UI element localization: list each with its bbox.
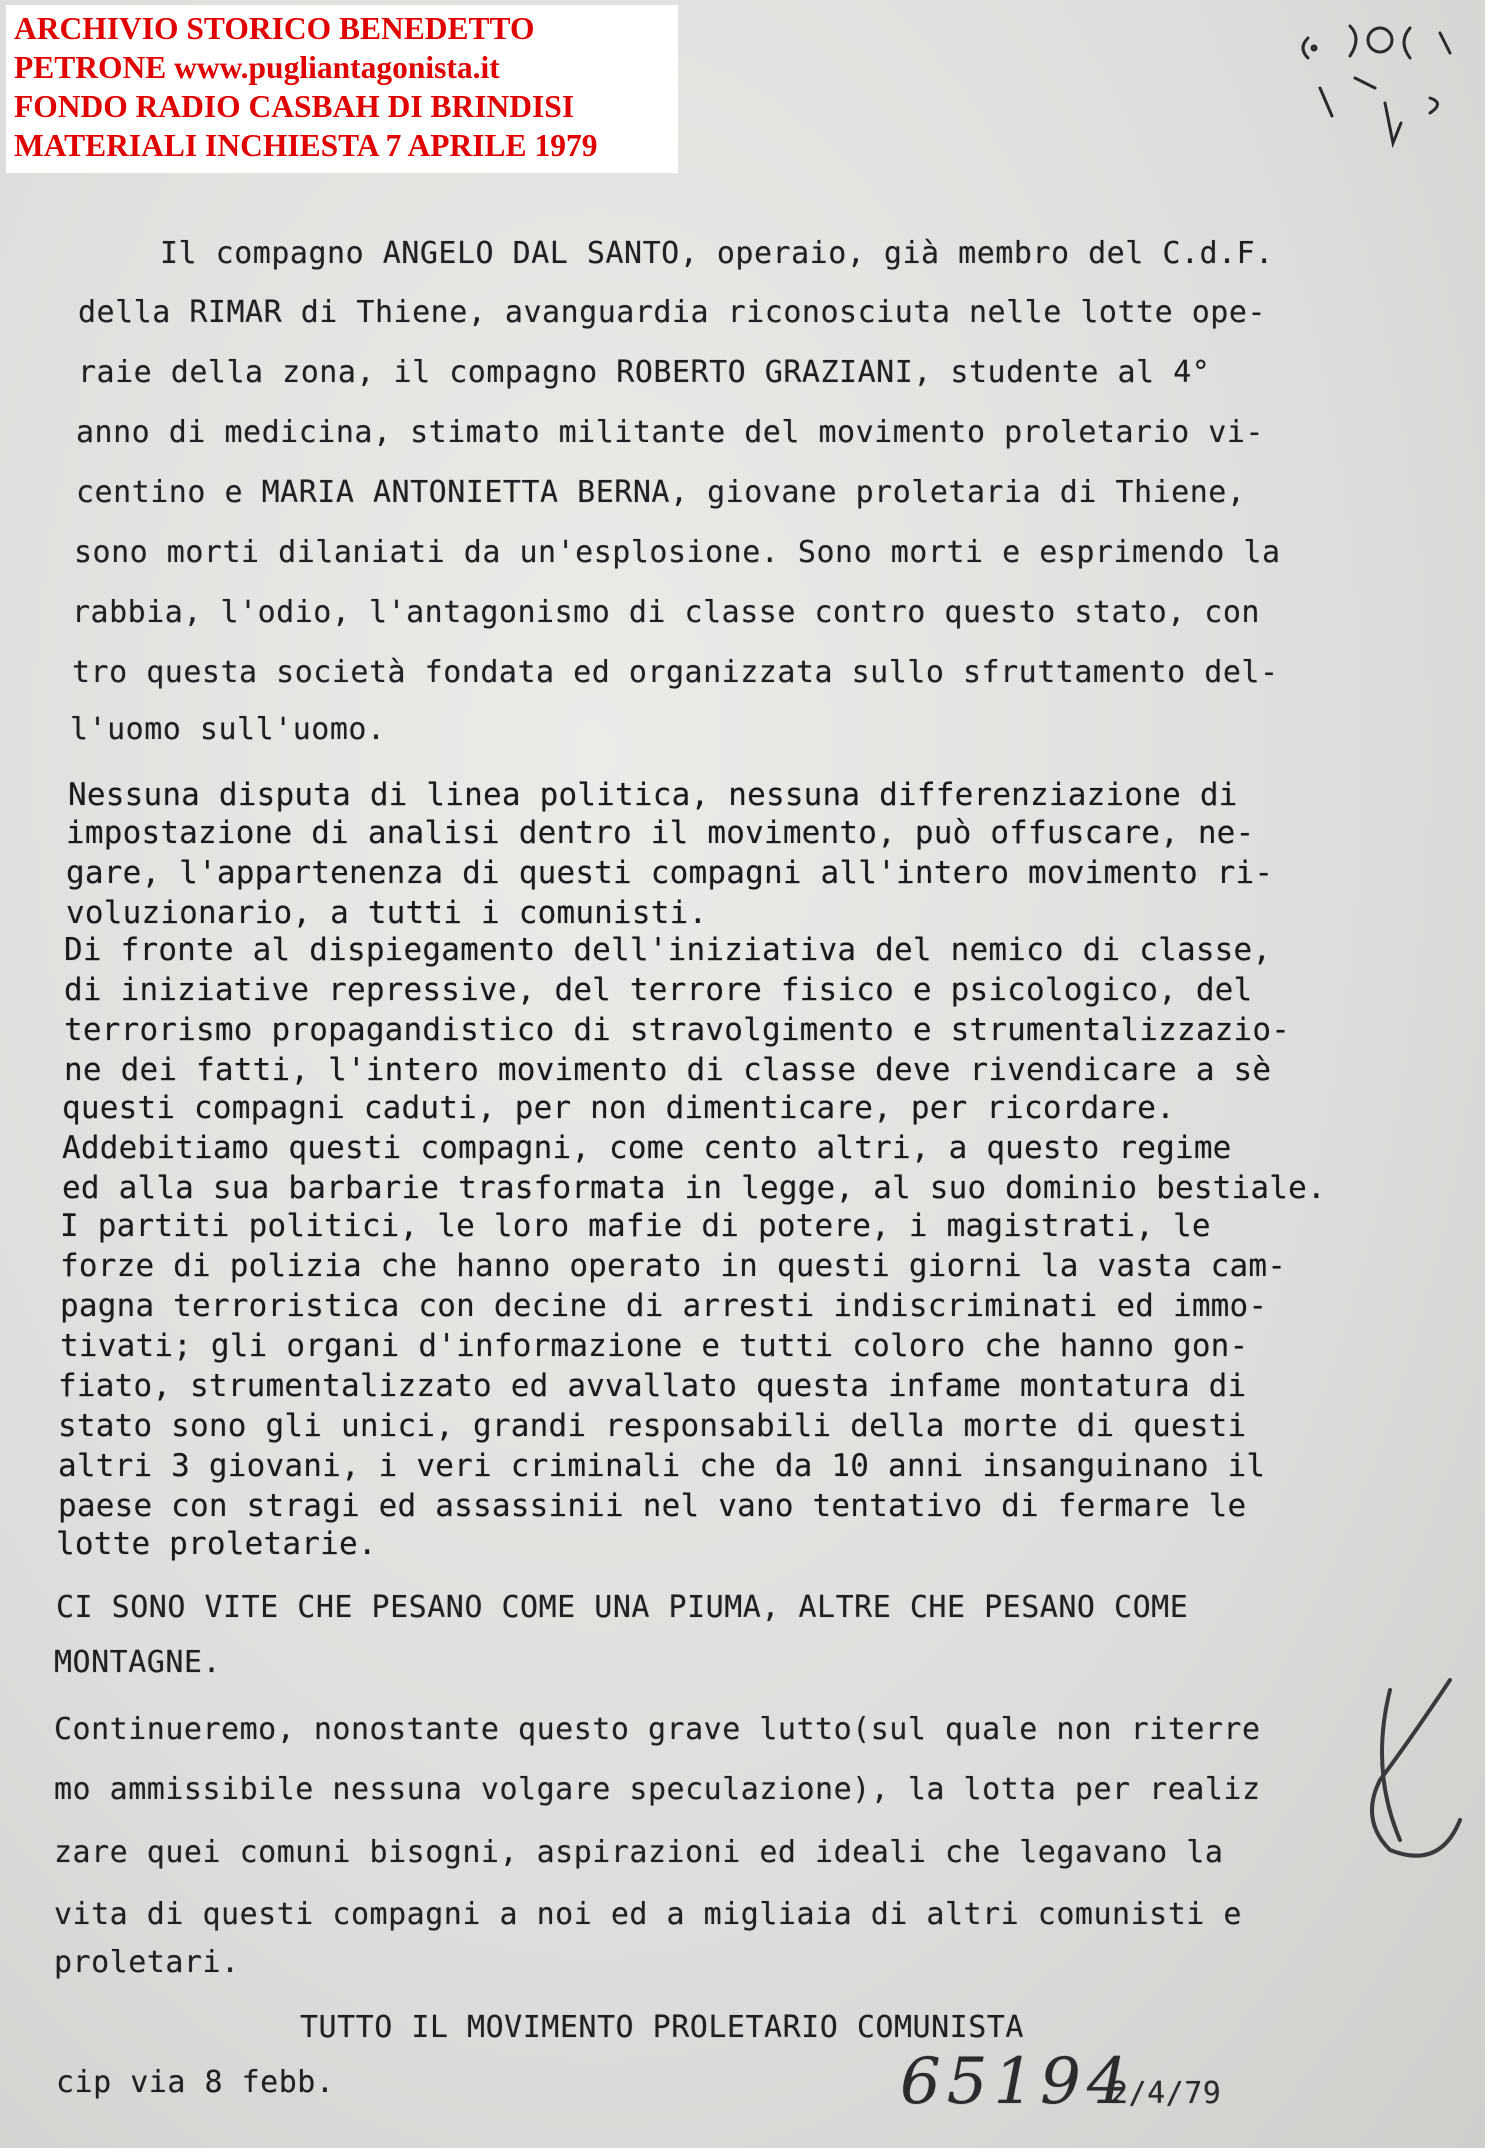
body-line: della RIMAR di Thiene, avanguardia riconosciuta nelle lotte ope- [78,295,1266,330]
body-line: paese con stragi ed assassinii nel vano tentativo di fermare le [58,1488,1247,1524]
body-line: stato sono gli unici, grandi responsabili della morte di questi [58,1408,1247,1444]
body-line: Il compagno ANGELO DAL SANTO, operaio, già membro del C.d.F. [160,236,1274,271]
body-line: gare, l'appartenenza di questi compagni all'intero movimento ri- [66,855,1274,891]
body-line: Addebitiamo questi compagni, come cento altri, a questo regime [62,1130,1232,1166]
stamp-line: ARCHIVIO STORICO BENEDETTO [14,11,535,46]
stamp-line: PETRONE www.pugliantagonista.it [14,50,500,85]
body-line: tivati; gli organi d'informazione e tutti coloro che hanno gon- [60,1328,1249,1364]
body-line: centino e MARIA ANTONIETTA BERNA, giovane proletaria di Thiene, [76,475,1246,510]
pen-scribble-right-margin [1330,1660,1480,1920]
body-line: I partiti politici, le loro mafie di potere, i magistrati, le [60,1208,1211,1244]
body-line: pagna terroristica con decine di arresti indiscriminati ed immo- [60,1288,1268,1324]
body-line: rabbia, l'odio, l'antagonismo di classe contro questo stato, con [72,595,1260,630]
body-line: voluzionario, a tutti i comunisti. [66,895,708,931]
body-line: impostazione di analisi dentro il movimento, può offuscare, ne- [66,815,1255,851]
body-line: tro questa società fondata ed organizzata sullo sfruttamento del- [72,655,1279,690]
body-line: fiato, strumentalizzato ed avvallato questa infame montatura di [58,1368,1247,1404]
body-line: l'uomo sull'uomo. [70,712,386,747]
body-line: forze di polizia che hanno operato in questi giorni la vasta cam- [60,1248,1287,1284]
body-line: vita di questi compagni a noi ed a migliaia di altri comunisti e [54,1897,1242,1932]
signature: TUTTO IL MOVIMENTO PROLETARIO COMUNISTA [300,2010,1024,2045]
body-line: di iniziative repressive, del terrore fisico e psicologico, del [64,972,1253,1008]
stamp-line: FONDO RADIO CASBAH DI BRINDISI [14,89,575,124]
body-line: altri 3 giovani, i veri criminali che da 10 anni insanguinano il [58,1448,1266,1484]
handwritten-date: 2/4/79 [1110,2076,1222,2111]
handwritten-number: 65194 [900,2045,1134,2119]
body-line: Nessuna disputa di linea politica, nessuna differenziazione di [68,777,1238,813]
body-line: Di fronte al dispiegamento dell'iniziativa del nemico di classe, [64,932,1272,968]
body-line: sono morti dilaniati da un'esplosione. Sono morti e esprimendo la [74,535,1281,570]
slogan-line: MONTAGNE. [54,1645,222,1680]
body-line: raie della zona, il compagno ROBERTO GRAZIANI, studente al 4° [78,355,1211,390]
archive-header-stamp [6,5,678,173]
body-line: zare quei comuni bisogni, aspirazioni ed ideali che legavano la [54,1835,1224,1870]
body-line: mo ammissibile nessuna volgare speculazione), la lotta per realiz [54,1772,1261,1807]
slogan-line: CI SONO VITE CHE PESANO COME UNA PIUMA, ALTRE CHE PESANO COME [56,1590,1189,1625]
stamp-line: MATERIALI INCHIESTA 7 APRILE 1979 [14,128,598,163]
body-line: ne dei fatti, l'intero movimento di classe deve rivendicare a sè [64,1052,1272,1088]
body-line: proletari. [54,1945,240,1980]
body-line: Continueremo, nonostante questo grave lutto(sul quale non riterre [54,1712,1261,1747]
pen-doodle-top-right [1290,8,1480,148]
body-line: lotte proletarie. [56,1526,377,1562]
body-line: questi compagni caduti, per non dimenticare, per ricordare. [62,1090,1175,1126]
body-line: ed alla sua barbarie trasformata in legge, al suo dominio bestiale. [62,1170,1326,1206]
body-line: terrorismo propagandistico di stravolgimento e strumentalizzazio- [64,1012,1291,1048]
body-line: anno di medicina, stimato militante del movimento proletario vi- [76,415,1264,450]
imprint: cip via 8 febb. [56,2065,335,2100]
